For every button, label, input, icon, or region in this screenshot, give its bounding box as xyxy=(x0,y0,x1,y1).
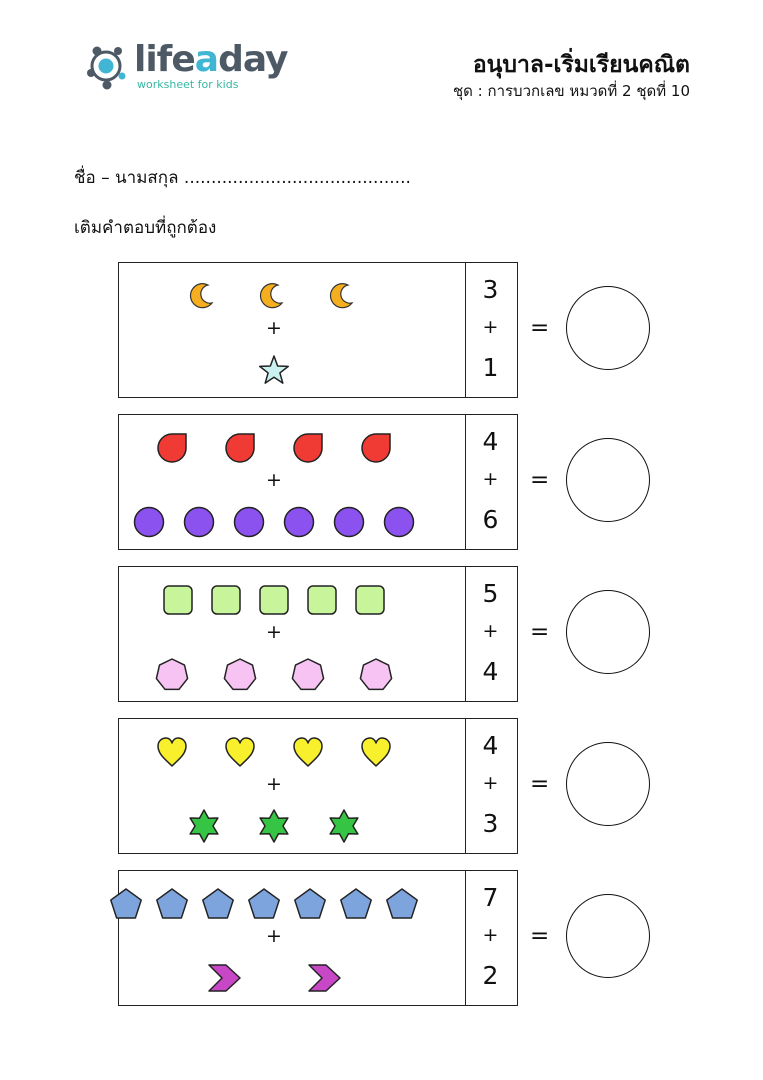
worksheet-title: อนุบาล-เริ่มเรียนคณิต xyxy=(472,52,690,78)
picture-plus-sign: + xyxy=(266,469,282,491)
plus-sign: + xyxy=(482,924,499,946)
six-point-star-icon xyxy=(187,809,221,843)
answer-circle[interactable] xyxy=(566,286,650,370)
square-icon xyxy=(353,583,387,617)
name-field-line[interactable]: ชื่อ – นามสกุล .......................................... xyxy=(74,168,411,188)
heart-icon xyxy=(291,735,325,769)
circle-icon xyxy=(232,505,266,539)
plus-sign: + xyxy=(482,620,499,642)
picture-box xyxy=(118,262,466,398)
plus-sign: + xyxy=(482,316,499,338)
pentagon-icon xyxy=(247,887,281,921)
six-point-star-icon xyxy=(327,809,361,843)
six-point-star-icon xyxy=(257,809,291,843)
square-icon xyxy=(161,583,195,617)
circle-icon xyxy=(132,505,166,539)
addend-b: 6 xyxy=(482,505,499,534)
logo-wordmark: lifeaday xyxy=(134,39,288,80)
circle-icon xyxy=(332,505,366,539)
addition-problem xyxy=(118,566,550,702)
pentagon-icon xyxy=(293,887,327,921)
picture-plus-sign: + xyxy=(266,317,282,339)
heart-icon xyxy=(223,735,257,769)
equals-sign: = xyxy=(530,315,550,341)
addend-a: 4 xyxy=(482,427,499,456)
chevron-icon xyxy=(307,961,341,995)
picture-plus-sign: + xyxy=(266,621,282,643)
star-icon xyxy=(257,353,291,387)
number-box xyxy=(464,718,518,854)
circle-icon xyxy=(282,505,316,539)
worksheet-subtitle: ชุด : การบวกเลข หมวดที่ 2 ชุดที่ 10 xyxy=(452,82,690,100)
equals-sign: = xyxy=(530,619,550,645)
number-box xyxy=(464,414,518,550)
drop-icon xyxy=(291,431,325,465)
addition-problem xyxy=(118,870,550,1006)
heart-icon xyxy=(155,735,189,769)
number-box xyxy=(464,566,518,702)
answer-circle[interactable] xyxy=(566,742,650,826)
addend-a: 3 xyxy=(482,275,499,304)
moon-icon xyxy=(327,279,361,313)
drop-icon xyxy=(359,431,393,465)
square-icon xyxy=(257,583,291,617)
addend-a: 5 xyxy=(482,579,499,608)
heart-icon xyxy=(359,735,393,769)
square-icon xyxy=(209,583,243,617)
heptagon-icon xyxy=(291,657,325,691)
plus-sign: + xyxy=(482,772,499,794)
heptagon-icon xyxy=(223,657,257,691)
circle-icon xyxy=(382,505,416,539)
pentagon-icon xyxy=(339,887,373,921)
addend-b: 3 xyxy=(482,809,499,838)
square-icon xyxy=(305,583,339,617)
equals-sign: = xyxy=(530,923,550,949)
addition-problem xyxy=(118,414,550,550)
addend-b: 2 xyxy=(482,961,499,990)
logo-molecule-icon xyxy=(80,40,132,92)
answer-circle[interactable] xyxy=(566,894,650,978)
picture-box xyxy=(118,566,466,702)
moon-icon xyxy=(257,279,291,313)
heptagon-icon xyxy=(359,657,393,691)
answer-circle[interactable] xyxy=(566,438,650,522)
picture-box xyxy=(118,414,466,550)
drop-icon xyxy=(223,431,257,465)
logo-tagline: worksheet for kids xyxy=(137,78,239,91)
addend-b: 4 xyxy=(482,657,499,686)
picture-box xyxy=(118,870,466,1006)
plus-sign: + xyxy=(482,468,499,490)
picture-box xyxy=(118,718,466,854)
lifeaday-logo xyxy=(80,38,288,94)
number-box xyxy=(464,870,518,1006)
drop-icon xyxy=(155,431,189,465)
addend-a: 7 xyxy=(482,883,499,912)
pentagon-icon xyxy=(201,887,235,921)
picture-plus-sign: + xyxy=(266,773,282,795)
addition-problem xyxy=(118,718,550,854)
heptagon-icon xyxy=(155,657,189,691)
instruction-text: เติมคำตอบที่ถูกต้อง xyxy=(74,218,217,238)
picture-plus-sign: + xyxy=(266,925,282,947)
addend-b: 1 xyxy=(482,353,499,382)
equals-sign: = xyxy=(530,771,550,797)
answer-circle[interactable] xyxy=(566,590,650,674)
moon-icon xyxy=(187,279,221,313)
number-box xyxy=(464,262,518,398)
addend-a: 4 xyxy=(482,731,499,760)
chevron-icon xyxy=(207,961,241,995)
pentagon-icon xyxy=(109,887,143,921)
pentagon-icon xyxy=(385,887,419,921)
circle-icon xyxy=(182,505,216,539)
equals-sign: = xyxy=(530,467,550,493)
pentagon-icon xyxy=(155,887,189,921)
addition-problem xyxy=(118,262,550,398)
